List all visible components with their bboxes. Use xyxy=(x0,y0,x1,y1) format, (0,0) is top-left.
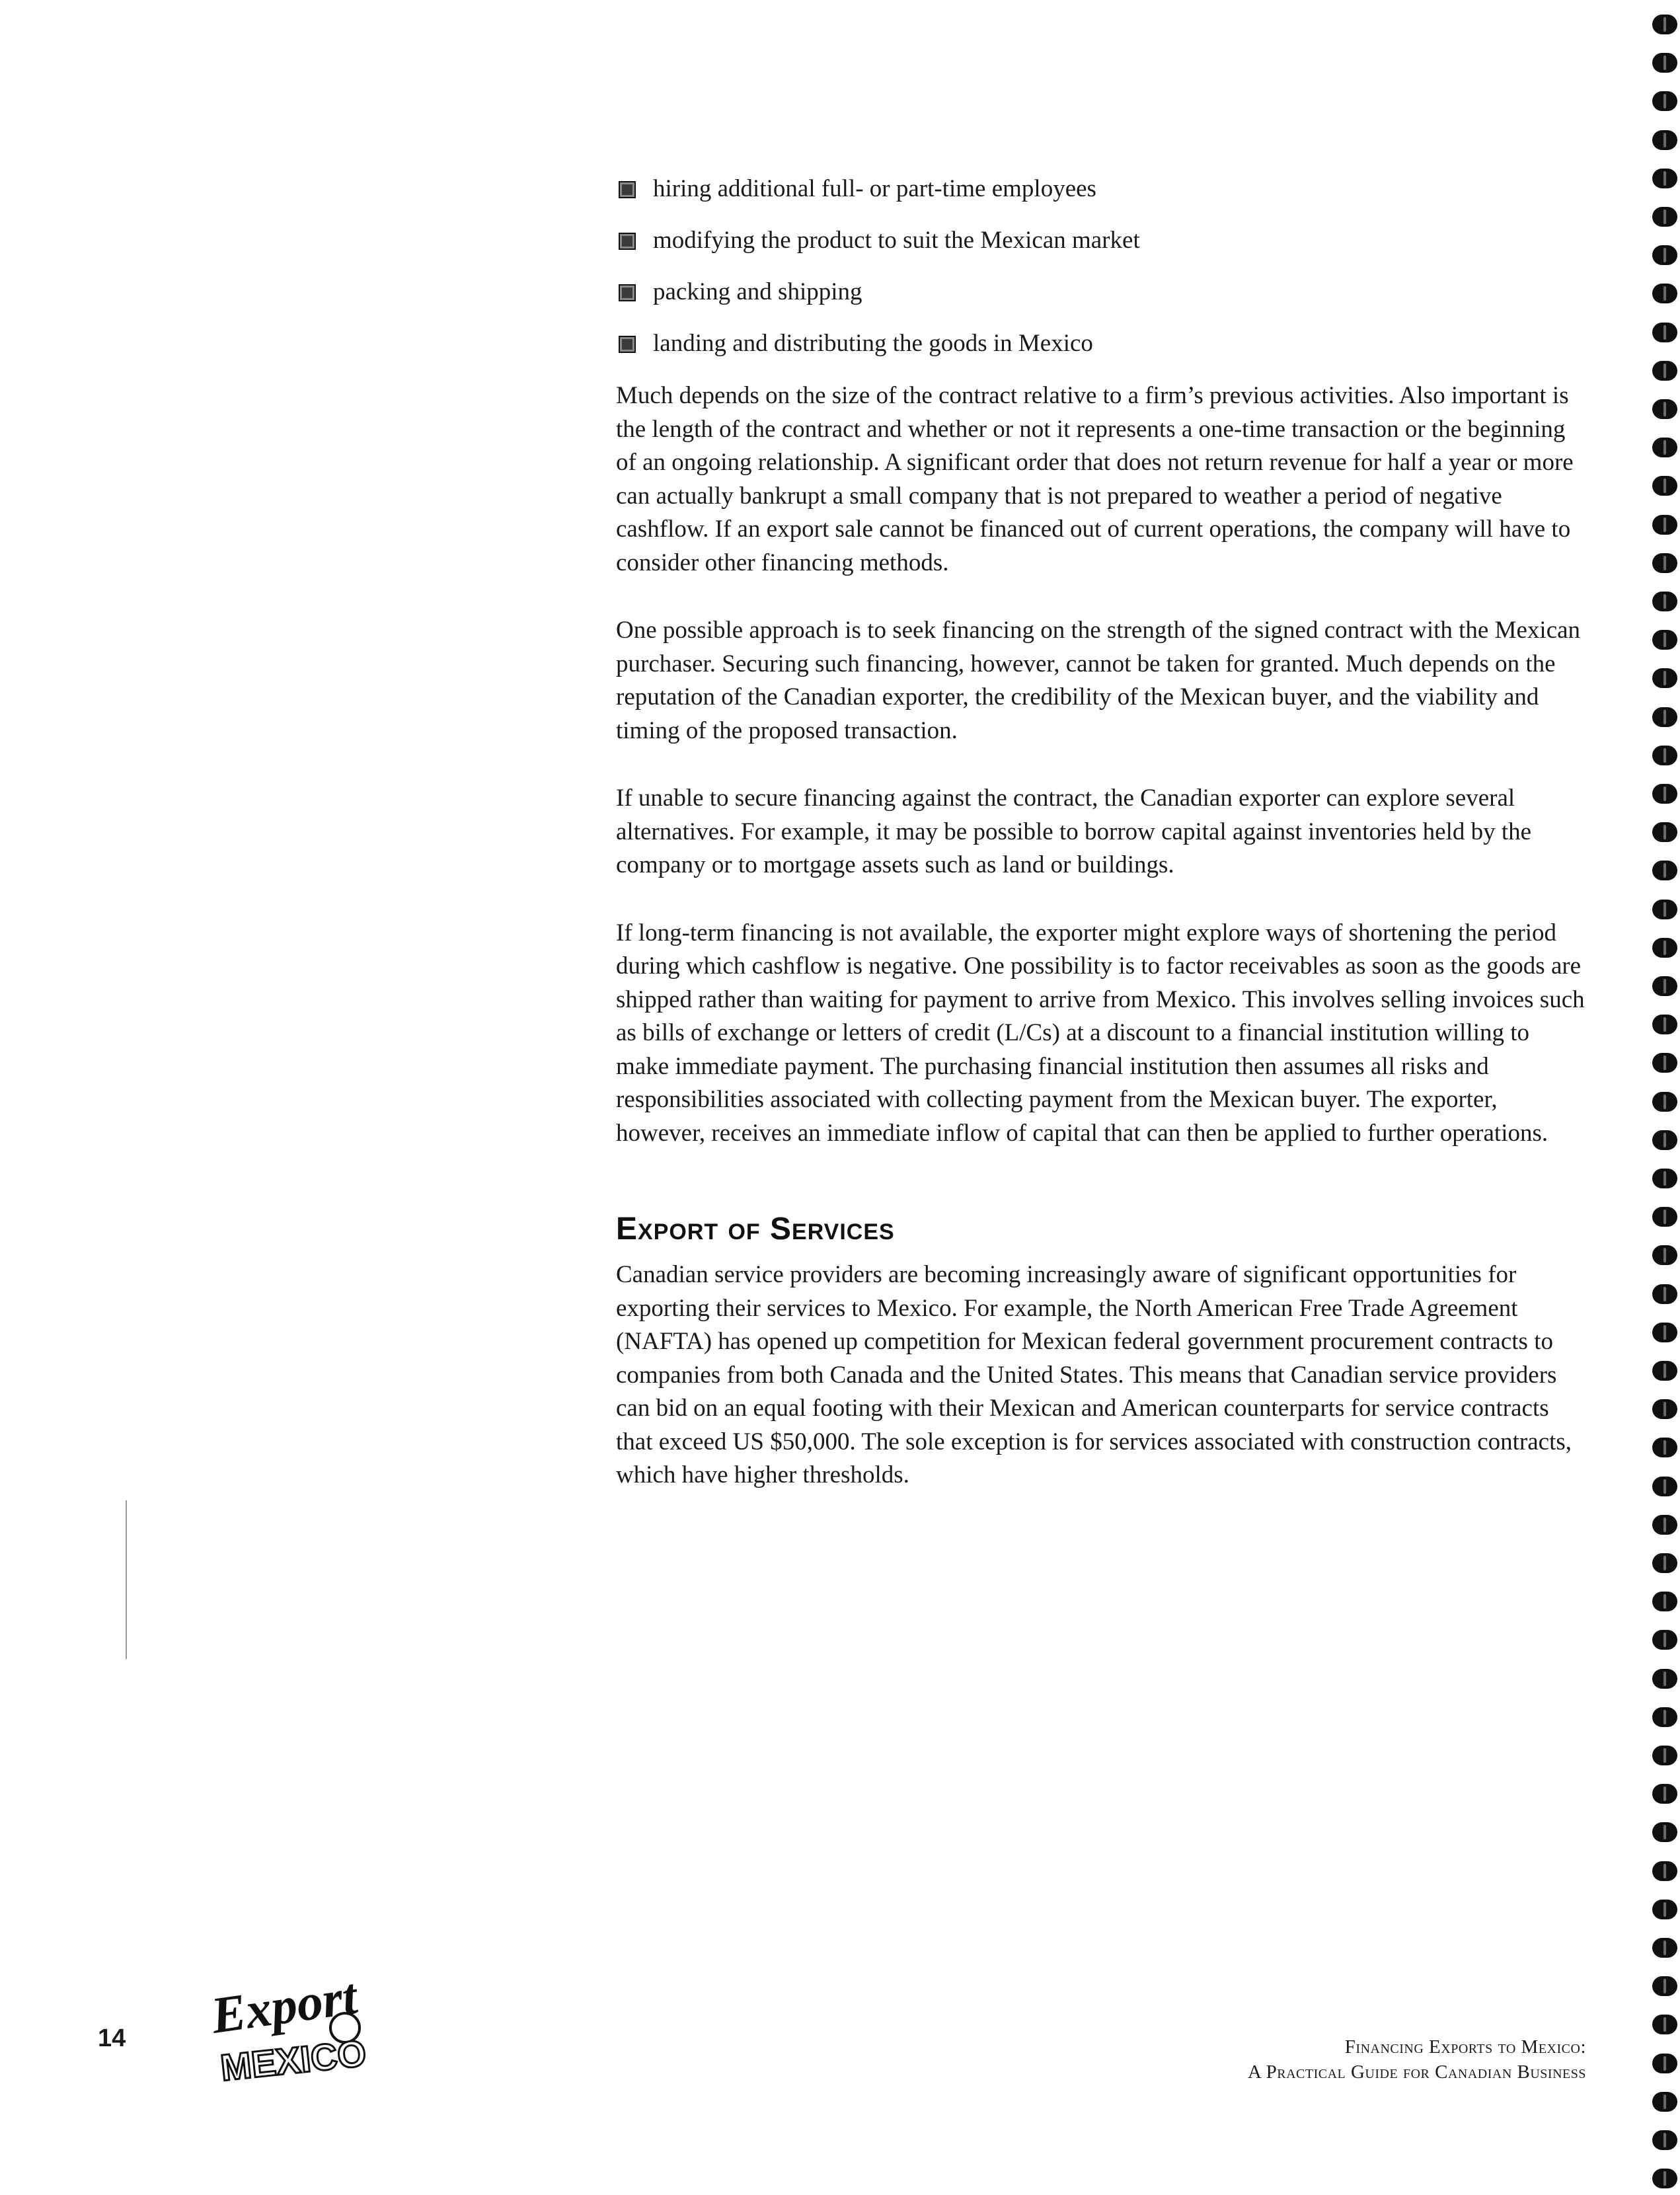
binding-ring-icon xyxy=(1652,707,1677,727)
binding-ring-icon xyxy=(1652,438,1677,457)
binding-ring-icon xyxy=(1652,1169,1677,1188)
binding-ring-icon xyxy=(1652,592,1677,611)
binding-ring-icon xyxy=(1652,668,1677,688)
binding-ring-icon xyxy=(1652,1053,1677,1073)
binding-ring-icon xyxy=(1652,361,1677,381)
binding-ring-icon xyxy=(1652,938,1677,958)
body-paragraph: If long-term financing is not available, the exporter might explore ways of shortening the period during which cashflow is negative. One possibility is to factor receivables as soon as the goods are shipped rather than waiting for payment to arrive from Mexico. This involves selling invoices such as bills of exchange or letters of credit (L/Cs) at a discount to a financial institution willing to make immediate payment. The purchasing financial institution then assumes all risks and responsibilities associated with collecting payment from the Mexican buyer. The exporter, however, receives an immediate inflow of capital that can then be applied to further operations. xyxy=(616,919,1585,1147)
section-paragraph: Canadian service providers are becoming increasingly aware of significant opportunities for exporting their services to Mexico. For example, the North American Free Trade Agreement (NAFTA) has opened up competition for Mexican federal government procurement contracts to companies from both Canada and the United States. This means that Canadian service providers can bid on an equal footing with their Mexican and American counterparts for service contracts that exceed US $50,000. The sole exception is for services associated with construction contracts, which have higher thresholds. xyxy=(616,1261,1572,1488)
binding-ring-icon xyxy=(1652,323,1677,342)
binding-ring-icon xyxy=(1652,169,1677,188)
binding-ring-icon xyxy=(1652,1323,1677,1342)
binding-ring-icon xyxy=(1652,900,1677,919)
bullet-square-icon xyxy=(619,233,636,250)
binding-ring-icon xyxy=(1652,1861,1677,1881)
page-number: 14 xyxy=(98,2024,126,2052)
binding-ring-icon xyxy=(1652,2054,1677,2073)
list-item xyxy=(616,328,1587,360)
binding-ring-icon xyxy=(1652,553,1677,573)
binding-ring-icon xyxy=(1652,284,1677,303)
binding-ring-icon xyxy=(1652,1092,1677,1112)
export-mexico-logo xyxy=(206,1982,379,2094)
binding-ring-icon xyxy=(1652,207,1677,227)
binding-ring-icon xyxy=(1652,1707,1677,1727)
binding-ring-icon xyxy=(1652,1900,1677,1919)
binding-ring-icon xyxy=(1652,2169,1677,2188)
binding-ring-icon xyxy=(1652,1399,1677,1419)
body-paragraph: One possible approach is to seek financing on the strength of the signed contract with the Mexican purchaser. Securing such financing, however, cannot be taken for granted. Much depends on the reputation of the Canadian exporter, the credibility of the Mexican buyer, and the viability and timing of the proposed transaction. xyxy=(616,617,1581,744)
binding-ring-icon xyxy=(1652,1207,1677,1227)
spiral-binding xyxy=(1642,0,1680,2195)
logo-text-bottom: MEXICO xyxy=(218,2032,368,2089)
binding-ring-icon xyxy=(1652,1976,1677,1996)
bullet-text: packing and shipping xyxy=(653,278,862,305)
page-content xyxy=(616,173,1587,1527)
bullet-text: hiring additional full- or part-time employees xyxy=(653,175,1096,202)
binding-ring-icon xyxy=(1652,1938,1677,1958)
section-heading: Export of Services xyxy=(616,1212,895,1247)
bullet-square-icon xyxy=(619,336,636,353)
binding-ring-icon xyxy=(1652,976,1677,996)
list-item xyxy=(616,225,1587,256)
binding-ring-icon xyxy=(1652,399,1677,419)
binding-ring-icon xyxy=(1652,1015,1677,1034)
binding-ring-icon xyxy=(1652,630,1677,650)
bullet-list xyxy=(616,173,1587,360)
list-item xyxy=(616,173,1587,205)
binding-ring-icon xyxy=(1652,15,1677,34)
binding-ring-icon xyxy=(1652,1245,1677,1265)
binding-ring-icon xyxy=(1652,515,1677,535)
binding-ring-icon xyxy=(1652,1361,1677,1381)
footer-title-line: A Practical Guide for Canadian Business xyxy=(1248,2061,1586,2083)
binding-ring-icon xyxy=(1652,1822,1677,1842)
bullet-square-icon xyxy=(619,181,636,198)
binding-ring-icon xyxy=(1652,1746,1677,1765)
binding-ring-icon xyxy=(1652,1592,1677,1611)
footer-title xyxy=(1248,2034,1586,2085)
binding-ring-icon xyxy=(1652,476,1677,496)
logo-graphic xyxy=(206,1982,379,2094)
binding-ring-icon xyxy=(1652,861,1677,880)
binding-ring-icon xyxy=(1652,245,1677,265)
bullet-text: modifying the product to suit the Mexican market xyxy=(653,227,1140,254)
binding-ring-icon xyxy=(1652,1284,1677,1304)
bullet-square-icon xyxy=(619,284,636,301)
binding-ring-icon xyxy=(1652,1130,1677,1150)
list-item xyxy=(616,276,1587,308)
binding-ring-icon xyxy=(1652,53,1677,73)
binding-ring-icon xyxy=(1652,91,1677,111)
margin-rule xyxy=(126,1500,127,1659)
binding-ring-icon xyxy=(1652,2092,1677,2112)
binding-ring-icon xyxy=(1652,746,1677,765)
bullet-text: landing and distributing the goods in Mexico xyxy=(653,330,1093,357)
logo-text-top: Export xyxy=(208,1982,361,2044)
binding-ring-icon xyxy=(1652,822,1677,842)
binding-ring-icon xyxy=(1652,1477,1677,1496)
binding-ring-icon xyxy=(1652,784,1677,804)
binding-ring-icon xyxy=(1652,2015,1677,2034)
binding-ring-icon xyxy=(1652,1438,1677,1457)
binding-ring-icon xyxy=(1652,2130,1677,2150)
footer-title-line: Financing Exports to Mexico: xyxy=(1344,2036,1586,2058)
binding-ring-icon xyxy=(1652,1553,1677,1573)
binding-ring-icon xyxy=(1652,1669,1677,1689)
body-paragraph: If unable to secure financing against the contract, the Canadian exporter can explore several alternatives. For example, it may be possible to borrow capital against inventories held by the company or to mortgage assets such as land or buildings. xyxy=(616,785,1532,878)
binding-ring-icon xyxy=(1652,130,1677,150)
binding-ring-icon xyxy=(1652,1515,1677,1535)
binding-ring-icon xyxy=(1652,1630,1677,1650)
body-paragraph: Much depends on the size of the contract relative to a firm’s previous activities. Also important is the length of the contract and whether or not it represents a one-time transaction or the beginning of an ongoing relationship. A significant order that does not return revenue for half a year or more can actually bankrupt a small company that is not prepared to weather a period of negative cashflow. If an export sale cannot be financed out of current operations, the company will have to consider other financing methods. xyxy=(616,382,1574,576)
binding-ring-icon xyxy=(1652,1784,1677,1804)
